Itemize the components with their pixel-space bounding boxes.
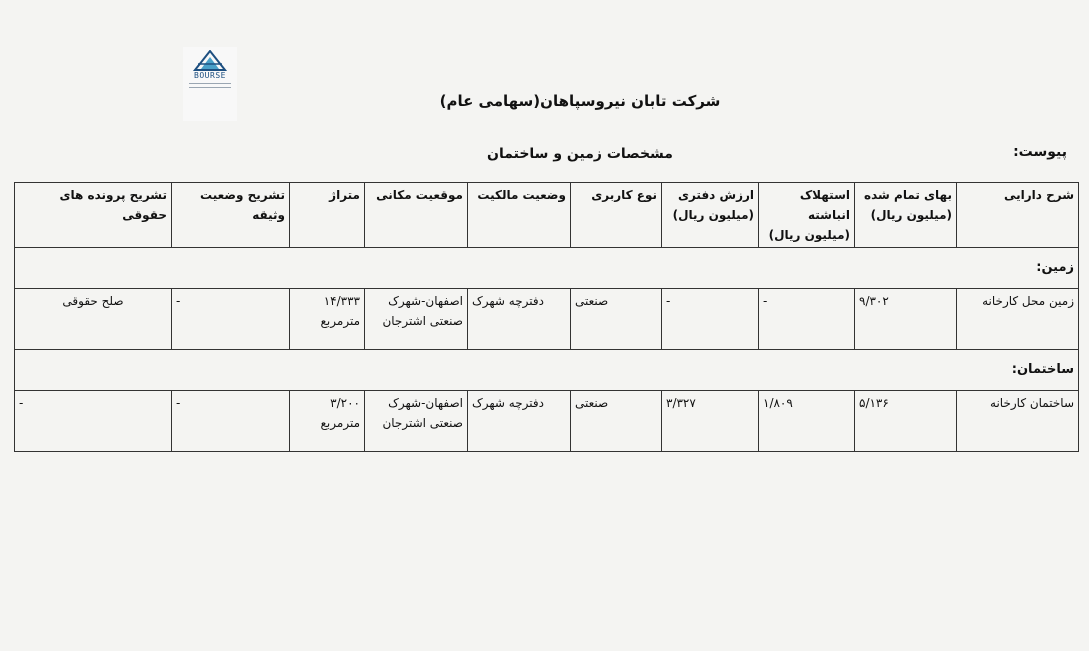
- cell-depreciation: ۱/۸۰۹: [759, 391, 855, 452]
- table-header-row: [15, 183, 1079, 248]
- header-ownership: وضعیت مالکیت: [468, 183, 571, 248]
- header-legal: تشریح پرونده های حقوقی: [15, 183, 172, 248]
- cell-cost: ۹/۳۰۲: [855, 289, 957, 350]
- header-depreciation: استهلاک انباشته (میلیون ریال): [759, 183, 855, 248]
- header-area: متراژ: [290, 183, 365, 248]
- table-row: [15, 289, 1079, 350]
- section-title-building: ساختمان:: [15, 350, 1079, 391]
- cell-area: ۳/۲۰۰ مترمربع: [290, 391, 365, 452]
- cell-legal: صلح حقوقی: [15, 289, 172, 350]
- section-row-building: [15, 350, 1079, 391]
- cell-collateral: -: [172, 289, 290, 350]
- cell-depreciation: -: [759, 289, 855, 350]
- assets-table: [14, 182, 1079, 452]
- cell-usage: صنعتی: [571, 391, 662, 452]
- cell-legal: -: [15, 391, 172, 452]
- header-location: موقعیت مکانی: [365, 183, 468, 248]
- cell-area: ۱۴/۳۳۳ مترمربع: [290, 289, 365, 350]
- document-subtitle: مشخصات زمین و ساختمان: [487, 146, 673, 162]
- cell-ownership: دفترچه شهرک: [468, 391, 571, 452]
- cell-cost: ۵/۱۳۶: [855, 391, 957, 452]
- bourse-logo: [183, 47, 237, 121]
- company-title: شرکت تابان نیروسپاهان(سهامی عام): [439, 92, 721, 110]
- cell-usage: صنعتی: [571, 289, 662, 350]
- cell-description: زمین محل کارخانه: [957, 289, 1079, 350]
- header-book-value: ارزش دفتری (میلیون ریال): [662, 183, 759, 248]
- logo-rule: [189, 87, 231, 88]
- header-cost: بهای تمام شده (میلیون ریال): [855, 183, 957, 248]
- logo-rule: [189, 83, 231, 84]
- bourse-logo-mark-icon: [192, 50, 228, 72]
- cell-location: اصفهان-شهرک صنعتی اشترجان: [365, 391, 468, 452]
- cell-book-value: ۳/۳۲۷: [662, 391, 759, 452]
- bourse-logo-text: BOURSE: [194, 71, 226, 80]
- header-usage: نوع کاربری: [571, 183, 662, 248]
- section-row-land: [15, 248, 1079, 289]
- cell-book-value: -: [662, 289, 759, 350]
- cell-location: اصفهان-شهرک صنعتی اشترجان: [365, 289, 468, 350]
- header-description: شرح دارایی: [957, 183, 1079, 248]
- table-row: [15, 391, 1079, 452]
- cell-collateral: -: [172, 391, 290, 452]
- cell-ownership: دفترچه شهرک: [468, 289, 571, 350]
- cell-description: ساختمان کارخانه: [957, 391, 1079, 452]
- section-title-land: زمین:: [15, 248, 1079, 289]
- attachment-label: پیوست:: [1013, 144, 1067, 160]
- header-collateral: تشریح وضعیت وثیقه: [172, 183, 290, 248]
